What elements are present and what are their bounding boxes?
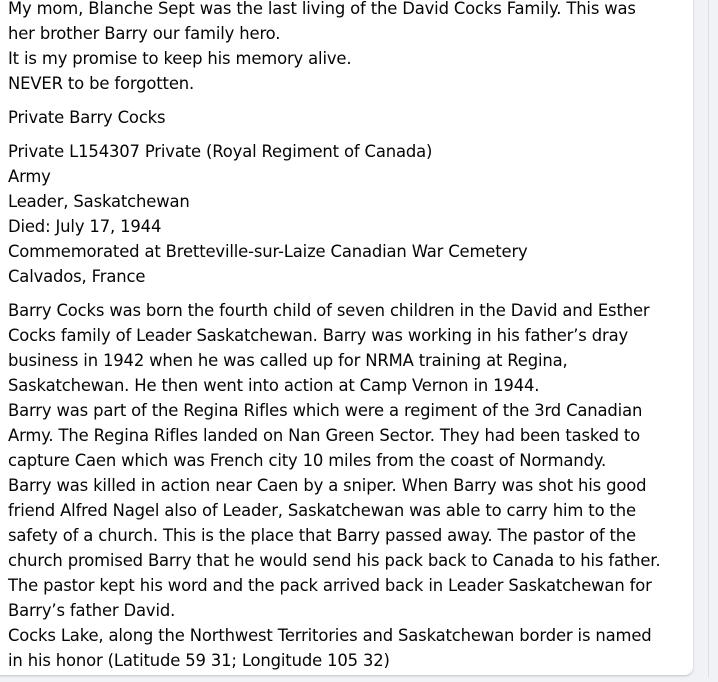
post-text-line: capture Caen which was French city 10 miles from the coast of Normandy. [8, 451, 607, 470]
post-text-line: Commemorated at Bretteville-sur-Laize Canadian War Cemetery [8, 242, 528, 261]
post-text-line: Barry’s father David. [8, 601, 176, 620]
post-paragraph [8, 105, 683, 130]
right-panel-edge [700, 0, 718, 677]
post-text-line: My mom, Blanche Sept was the last living of the David Cocks Family. This was [8, 0, 636, 18]
post-text-line: NEVER to be forgotten. [8, 74, 195, 93]
post-text-line: It is my promise to keep his memory alive. [8, 49, 352, 68]
post-paragraph [8, 0, 683, 96]
post-text-line: business in 1942 when he was called up for NRMA training at Regina, [8, 351, 568, 370]
post-text-line: in his honor (Latitude 59 31; Longitude 105 32) [8, 651, 390, 670]
post-text-line: Army. The Regina Rifles landed on Nan Green Sector. They had been tasked to [8, 426, 641, 445]
post-text-line: Saskatchewan. He then went into action at Camp Vernon in 1944. [8, 376, 540, 395]
post-text-line: safety of a church. This is the place that Barry passed away. The pastor of the [8, 526, 636, 545]
post-text-line: Cocks Lake, along the Northwest Territories and Saskatchewan border is named [8, 626, 652, 645]
post-text-line: church promised Barry that he would send his pack back to Canada to his father. [8, 551, 661, 570]
post-text-line: her brother Barry our family hero. [8, 24, 281, 43]
post-text-line: The pastor kept his word and the pack arrived back in Leader Saskatchewan for [8, 576, 652, 595]
post-text-line: Died: July 17, 1944 [8, 217, 162, 236]
post-paragraph [8, 139, 683, 289]
post-text-body [8, 0, 683, 682]
post-text-line: Private L154307 Private (Royal Regiment of Canada) [8, 142, 433, 161]
post-text-line: Leader, Saskatchewan [8, 192, 190, 211]
post-paragraph [8, 298, 683, 673]
post-text-line: friend Alfred Nagel also of Leader, Saskatchewan was able to carry him to the [8, 501, 636, 520]
post-text-line: Barry was part of the Regina Rifles which were a regiment of the 3rd Canadian [8, 401, 643, 420]
post-text-line: Barry was killed in action near Caen by a sniper. When Barry was shot his good [8, 476, 647, 495]
post-text-line: Private Barry Cocks [8, 108, 166, 127]
post-text-line: Army [8, 167, 51, 186]
post-text-line: Calvados, France [8, 267, 146, 286]
post-text-line: Barry Cocks was born the fourth child of seven children in the David and Esther [8, 301, 650, 320]
post-text-line: Cocks family of Leader Saskatchewan. Barry was working in his father’s dray [8, 326, 629, 345]
right-panel-divider [708, 0, 709, 677]
